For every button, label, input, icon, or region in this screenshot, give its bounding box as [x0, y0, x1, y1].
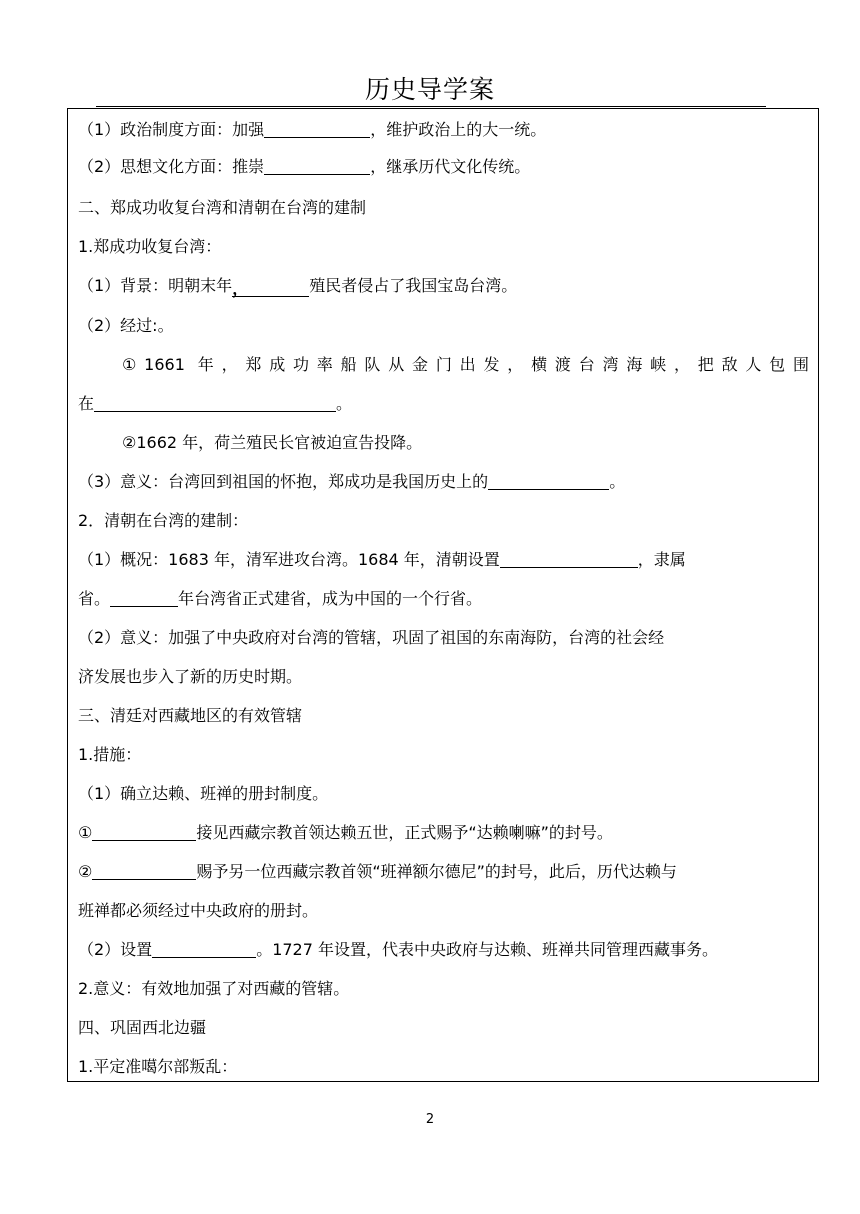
text-segment: 。1727 年设置，代表中央政府与达赖、班禅共同管理西藏事务。 [256, 940, 718, 959]
text-line-23: 2.意义：有效地加强了对西藏的管辖。 [78, 979, 350, 998]
section-heading-2: 二、郑成功收复台湾和清朝在台湾的建制 [78, 198, 367, 217]
text-line-21: 班禅都必须经过中央政府的册封。 [78, 901, 319, 920]
text-segment: 赐予另一位西藏宗教首领“班禅额尔德尼”的封号，此后，历代达赖与 [196, 862, 677, 881]
text-line-5 [78, 275, 809, 297]
text-segment: ① [78, 823, 93, 842]
text-line-19 [78, 822, 809, 844]
fill-blank-7[interactable] [110, 588, 178, 607]
text-segment: （1）概况：1683 年，清军进攻台湾。1684 年，清朝设置 [78, 550, 500, 569]
text-segment: 在 [78, 394, 95, 413]
fill-blank-10[interactable] [152, 939, 256, 958]
text-line-8 [78, 393, 809, 415]
fill-blank-2[interactable] [264, 156, 370, 175]
text-segment: ② [78, 862, 93, 881]
text-line-14: （2）意义：加强了中央政府对台湾的管辖，巩固了祖国的东南海防，台湾的社会经 [78, 628, 665, 647]
comma-mark: ， [232, 279, 249, 298]
text-segment: 。 [609, 472, 626, 491]
text-line-1 [78, 119, 809, 141]
text-line-10 [78, 471, 809, 493]
fill-blank-3[interactable] [232, 278, 309, 297]
subsection-heading: 1.郑成功收复台湾： [78, 237, 222, 256]
text-segment: 接见西藏宗教首领达赖五世，正式赐予“达赖喇嘛”的封号。 [196, 823, 613, 842]
fill-blank-8[interactable] [92, 822, 196, 841]
page-number: 2 [425, 1112, 435, 1127]
text-segment: ，维护政治上的大一统。 [370, 120, 547, 139]
text-segment: （3）意义：台湾回到祖国的怀抱，郑成功是我国历史上的 [78, 472, 489, 491]
text-line-7: ①1661 年，郑成功率船队从金门出发，横渡台湾海峡，把敌人包围 [122, 355, 809, 374]
header-rule [96, 106, 766, 107]
text-line-6: （2）经过:。 [78, 316, 174, 335]
text-line-2 [78, 156, 809, 178]
text-segment: （2）思想文化方面：推崇 [78, 157, 265, 176]
text-line-13 [78, 588, 809, 610]
fill-blank-6[interactable] [500, 549, 638, 568]
section-heading-4: 四、巩固西北边疆 [78, 1018, 207, 1037]
text-segment: （2）设置 [78, 940, 153, 959]
text-line-18: （1）确立达赖、班禅的册封制度。 [78, 784, 329, 803]
text-segment: 。 [336, 394, 353, 413]
text-line-15: 济发展也步入了新的历史时期。 [78, 667, 303, 686]
page-title: 历史导学案 [364, 75, 495, 104]
subsection-heading: 1.平定准噶尔部叛乱： [78, 1057, 238, 1076]
text-segment: 省。 [78, 589, 111, 608]
content-box [67, 108, 819, 1082]
text-line-20 [78, 861, 809, 883]
text-segment: （1）政治制度方面：加强 [78, 120, 265, 139]
fill-blank-5[interactable] [488, 471, 609, 490]
fill-blank-4[interactable] [94, 393, 336, 412]
fill-blank-9[interactable] [92, 861, 196, 880]
text-segment: ，隶属 [637, 550, 686, 569]
text-line-9: ②1662 年，荷兰殖民长官被迫宣告投降。 [122, 433, 423, 452]
subsection-heading: 1.措施： [78, 745, 142, 764]
text-line-22 [78, 939, 809, 961]
text-segment: 殖民者侵占了我国宝岛台湾。 [309, 276, 518, 295]
fill-blank-1[interactable] [264, 119, 370, 138]
text-line-12 [78, 549, 809, 571]
text-segment: 年台湾省正式建省，成为中国的一个行省。 [178, 589, 483, 608]
section-heading-3: 三、清廷对西藏地区的有效管辖 [78, 706, 303, 725]
text-segment: （1）背景：明朝末年 [78, 276, 233, 295]
subsection-heading: 2．清朝在台湾的建制： [78, 511, 249, 530]
text-segment: ，继承历代文化传统。 [370, 157, 531, 176]
